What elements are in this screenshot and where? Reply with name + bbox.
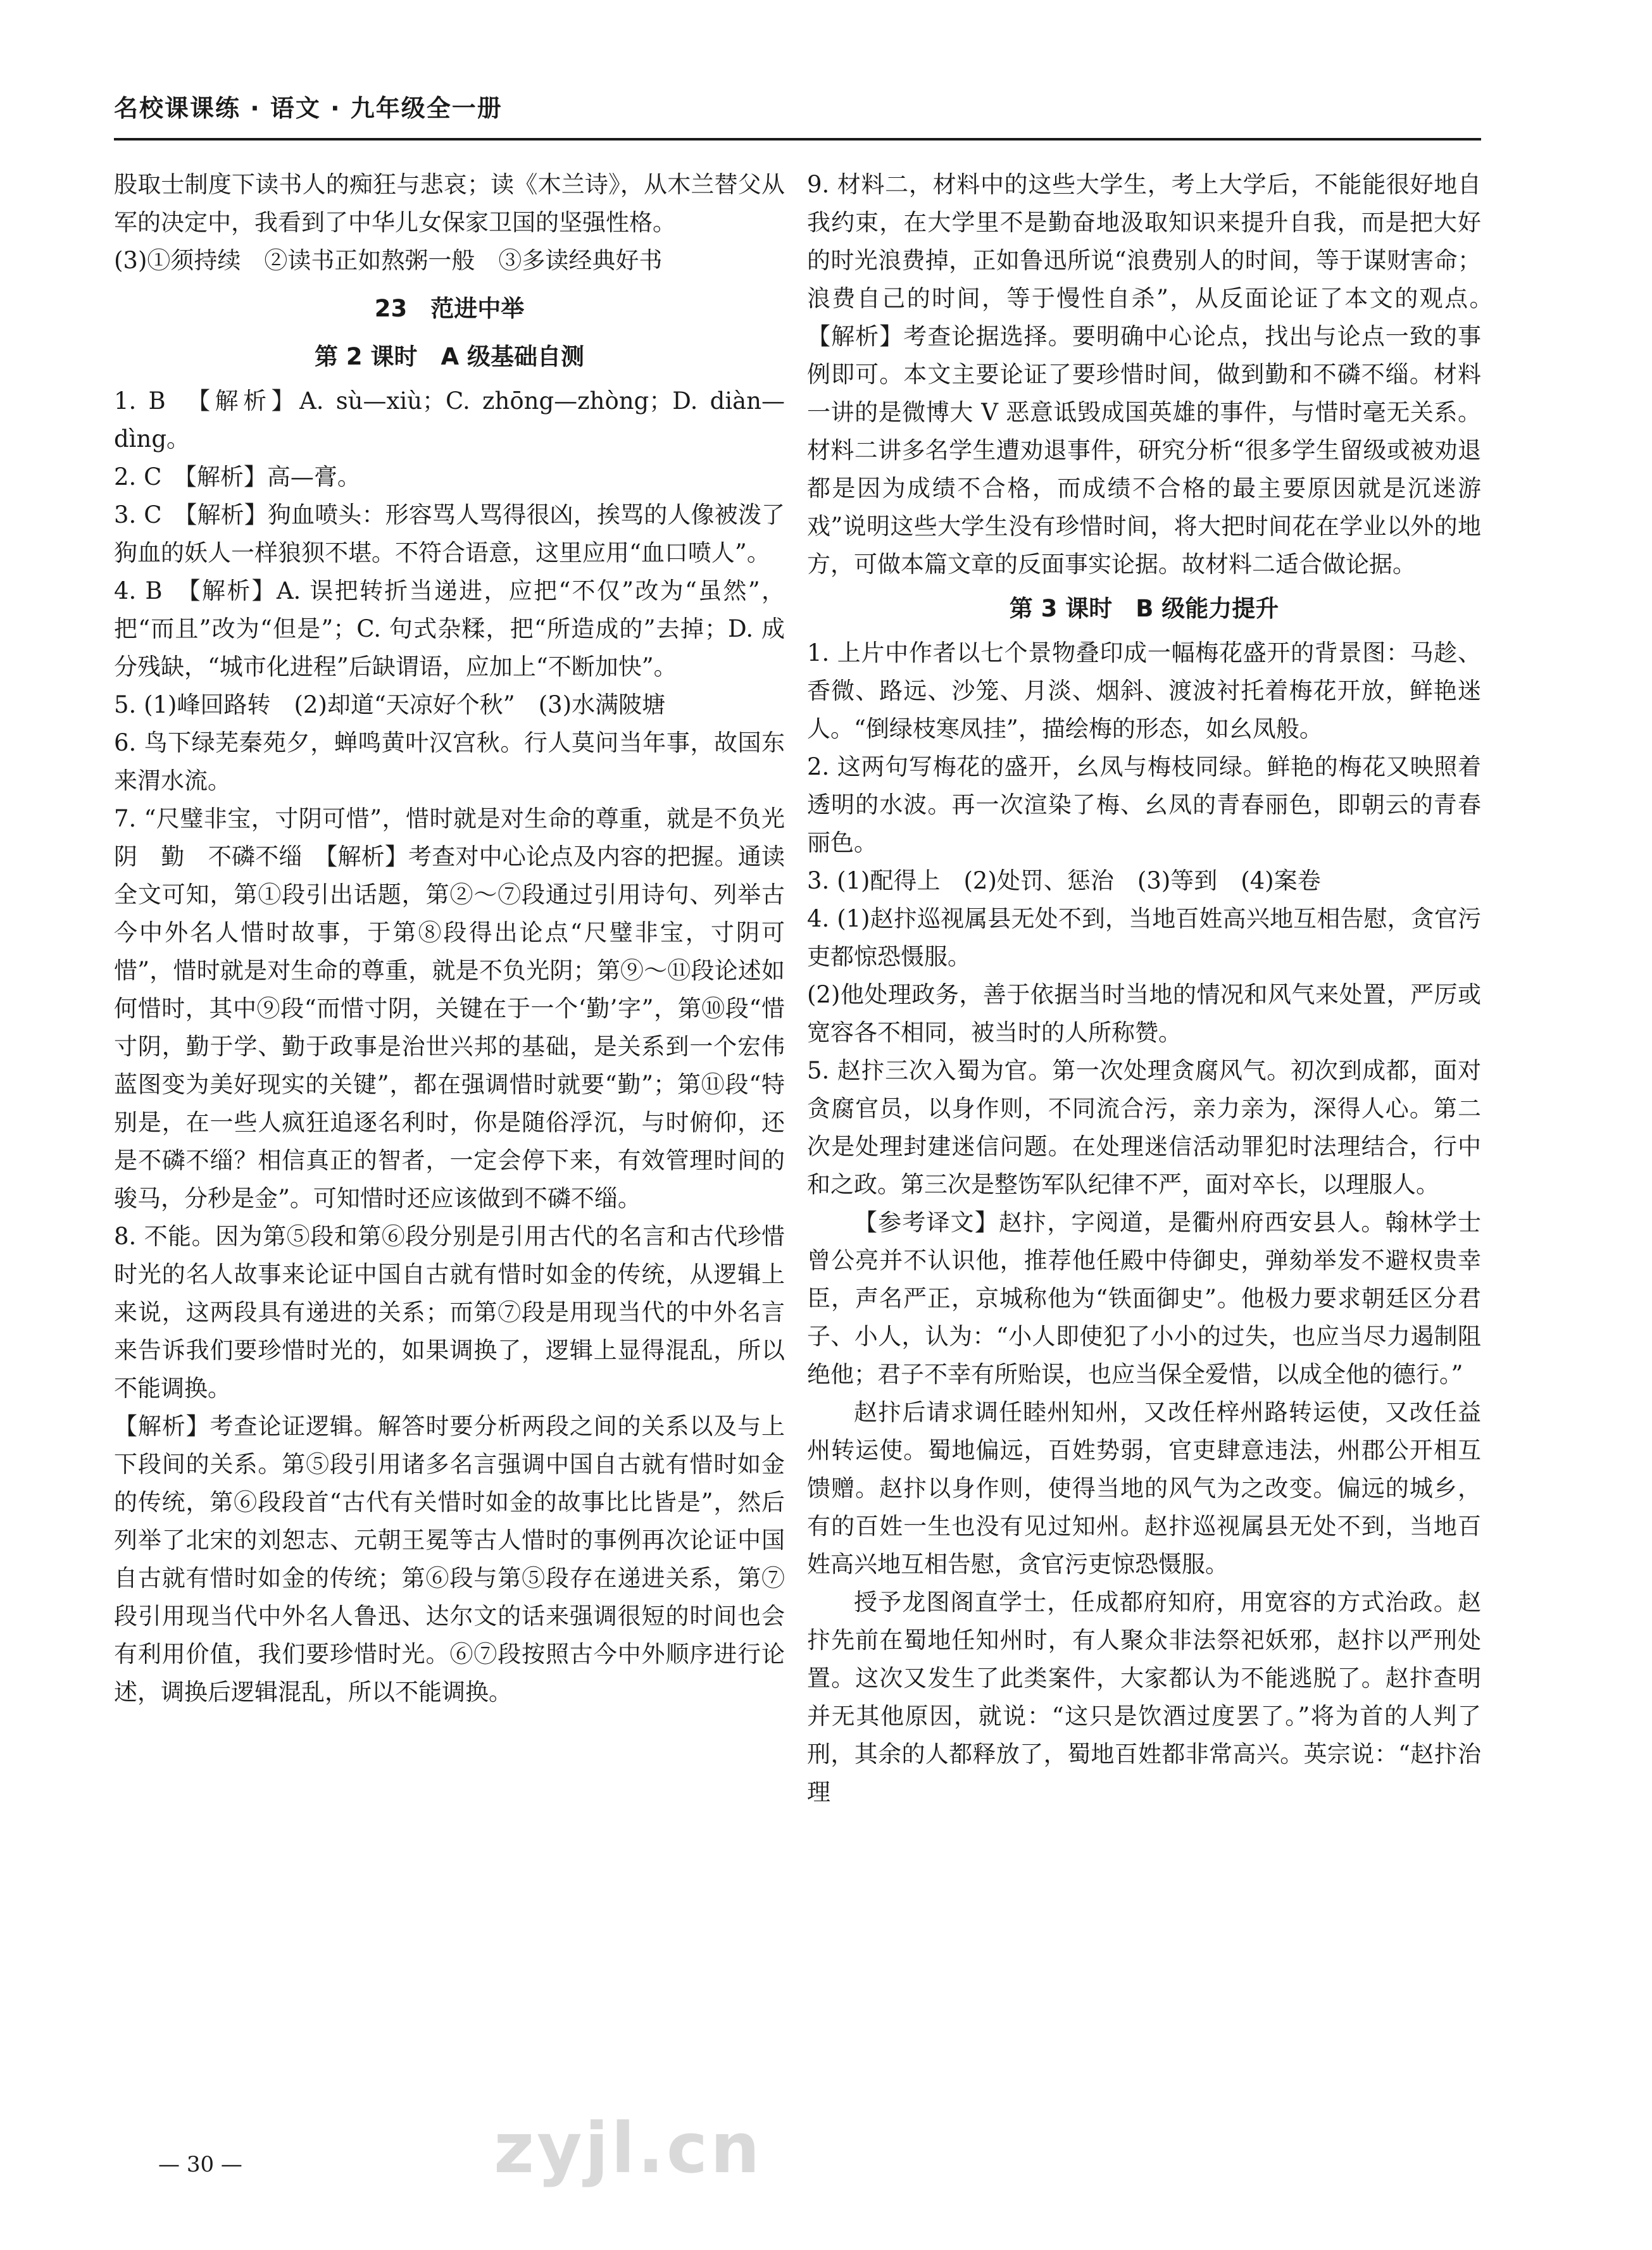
answer-paragraph: (2)他处理政务，善于依据当时当地的情况和风气来处置，严厉或宽容各不相同，被当时的人所称赞。 (807, 981, 1481, 1046)
answer-paragraph: 5. (1)峰回路转 (2)却道“天凉好个秋” (3)水满陂塘 (114, 691, 666, 718)
answer-paragraph: 【解析】考查论证逻辑。解答时要分析两段之间的关系以及与上下段间的关系。第⑤段引用诸多名言强调中国自古就有惜时如金的传统，第⑥段段首“古代有关惜时如金的故事比比皆是”，然后列举了北宋的刘恕志、元朝王冕等古人惜时的事例再次论证中国自古就有惜时如金的传统；第⑥段与第⑤段存在递进关系，第⑦段引用现当代中外名人鲁迅、达尔文的话来强调很短的时间也会有利用价值，我们要珍惜时光。⑥⑦段按照古今中外顺序进行论述，调换后逻辑混乱，所以不能调换。 (114, 1413, 785, 1706)
left-column (114, 166, 785, 1711)
translation-paragraph: 授予龙图阁直学士，任成都府知府，用宽容的方式治政。赵抃先前在蜀地任知州时，有人聚众非法祭祀妖邪，赵抃以严刑处置。这次又发生了此类案件，大家都认为不能逃脱了。赵抃查明并无其他原因，就说：“这只是饮酒过度罢了。”将为首的人判了刑，其余的人都释放了，蜀地百姓都非常高兴。英宗说：“赵抃治理 (807, 1589, 1481, 1806)
answer-paragraph: 4. (1)赵抃巡视属县无处不到，当地百姓高兴地互相告慰，贪官污吏都惊恐慑服。 (807, 905, 1481, 970)
answer-paragraph: 4. B 【解析】A. 误把转折当递进，应把“不仅”改为“虽然”，把“而且”改为“但是”；C. 句式杂糅，把“所造成的”去掉；D. 成分残缺，“城市化进程”后缺谓语，应加上“不断加快”。 (114, 577, 785, 680)
answer-paragraph: 1. 上片中作者以七个景物叠印成一幅梅花盛开的背景图：马趁、香微、路远、沙笼、月淡、烟斜、渡波衬托着梅花开放，鲜艳迷人。“倒绿枝寒凤挂”，描绘梅的形态，如幺凤般。 (807, 639, 1481, 742)
answer-paragraph: 9. 材料二，材料中的这些大学生，考上大学后，不能能很好地自我约束，在大学里不是勤奋地汲取知识来提升自我，而是把大好的时光浪费掉，正如鲁迅所说“浪费别人的时间，等于谋财害命；浪费自己的时间，等于慢性自杀”，从反面论证了本文的观点。 【解析】考查论据选择。要明确中心论点，找出与论点一致的事例即可。本文主要论证了要珍惜时间，做到勤和不磷不缁。材料一讲的是微博大 V 恶意诋毁成国英雄的事件，与惜时毫无关系。材料二讲多名学生遭劝退事件，研究分析“很多学生留级或被劝退都是因为成绩不合格，而成绩不合格的最主要原因就是沉迷游戏”说明这些大学生没有珍惜时间，将大把时间花在学业以外的地方，可做本篇文章的反面事实论据。故材料二适合做论据。 (807, 171, 1505, 578)
answer-paragraph: 3. (1)配得上 (2)处罚、惩治 (3)等到 (4)案卷 (807, 867, 1321, 894)
lesson-title: 23 范进中举 (374, 295, 525, 322)
translation-paragraph: 【参考译文】赵抃，字阅道，是衢州府西安县人。翰林学士曾公亮并不认识他，推荐他任殿中侍御史，弹劾举发不避权贵幸臣，声名严正，京城称他为“铁面御史”。他极力要求朝廷区分君子、小人，认为：“小人即使犯了小小的过失，也应当尽力遏制阻绝他；君子不幸有所贻误，也应当保全爱惜，以成全他的德行。” (807, 1209, 1481, 1388)
right-column (807, 166, 1505, 1811)
answer-paragraph: (3)①须持续 ②读书正如熬粥一般 ③多读经典好书 (114, 247, 663, 274)
section-heading: 第 2 课时 A 级基础自测 (314, 343, 585, 370)
watermark: zyjl.cn (494, 2108, 763, 2189)
answer-paragraph: 8. 不能。因为第⑤段和第⑥段分别是引用古代的名言和古代珍惜时光的名人故事来论证中国自古就有惜时如金的传统，从逻辑上来说，这两段具有递进的关系；而第⑦段是用现当代的中外名言来告诉我们要珍惜时光的，如果调换了，逻辑上显得混乱，所以不能调换。 (114, 1223, 785, 1402)
answer-paragraph: 股取士制度下读书人的痴狂与悲哀；读《木兰诗》，从木兰替父从军的决定中，我看到了中华儿女保家卫国的坚强性格。 (114, 171, 785, 236)
page-number: — 30 — (158, 2152, 242, 2177)
answer-paragraph: 6. 鸟下绿芜秦苑夕，蝉鸣黄叶汉宫秋。行人莫问当年事，故国东来渭水流。 (114, 729, 785, 794)
header-divider (114, 138, 1481, 141)
answer-paragraph: 5. 赵抃三次入蜀为官。第一次处理贪腐风气。初次到成都，面对贪腐官员，以身作则，不同流合污，亲力亲为，深得人心。第二次是处理封建迷信问题。在处理迷信活动罪犯时法理结合，行中和之政。第三次是整饬军队纪律不严，面对卒长，以理服人。 (807, 1057, 1481, 1198)
answer-paragraph: 2. C 【解析】高—膏。 (114, 463, 361, 491)
answer-paragraph: 2. 这两句写梅花的盛开，幺凤与梅枝同绿。鲜艳的梅花又映照着透明的水波。再一次渲染了梅、幺凤的青春丽色，即朝云的青春丽色。 (807, 753, 1481, 856)
answer-paragraph: 7. “尺璧非宝，寸阴可惜”，惜时就是对生命的尊重，就是不负光阴 勤 不磷不缁 【解析】考查对中心论点及内容的把握。通读全文可知，第①段引出话题，第②～⑦段通过引用诗句、列举古今中外名人惜时故事，于第⑧段得出论点“尺璧非宝，寸阴可惜”，惜时就是对生命的尊重，就是不负光阴；第⑨～⑪段论述如何惜时，其中⑨段“而惜寸阴，关键在于一个‘勤’字”，第⑩段“惜寸阴，勤于学、勤于政事是治世兴邦的基础，是关系到一个宏伟蓝图变为美好现实的关键”，都在强调惜时就要“勤”；第⑪段“特别是，在一些人疯狂追逐名利时，你是随俗浮沉，与时俯仰，还是不磷不缁？相信真正的智者，一定会停下来，有效管理时间的骏马，分秒是金”。可知惜时还应该做到不磷不缁。 (114, 805, 785, 1212)
header-title: 名校课课练 · 语文 · 九年级全一册 (114, 94, 503, 122)
answer-paragraph: 3. C 【解析】狗血喷头：形容骂人骂得很凶，挨骂的人像被泼了狗血的妖人一样狼狈不堪。不符合语意，这里应用“血口喷人”。 (114, 501, 785, 566)
page-header (114, 89, 1481, 133)
answer-paragraph: 1. B 【解析】A. sù—xiù；C. zhōng—zhòng；D. diàn—dìng。 (114, 387, 785, 453)
translation-paragraph: 赵抃后请求调任睦州知州，又改任梓州路转运使，又改任益州转运使。蜀地偏远，百姓势弱，官吏肆意违法，州郡公开相互馈赠。赵抃以身作则，使得当地的风气为之改变。偏远的城乡，有的百姓一生也没有见过知州。赵抃巡视属县无处不到，当地百姓高兴地互相告慰，贪官污吏惊恐慑服。 (807, 1399, 1481, 1578)
section-heading: 第 3 课时 B 级能力提升 (1009, 595, 1279, 622)
